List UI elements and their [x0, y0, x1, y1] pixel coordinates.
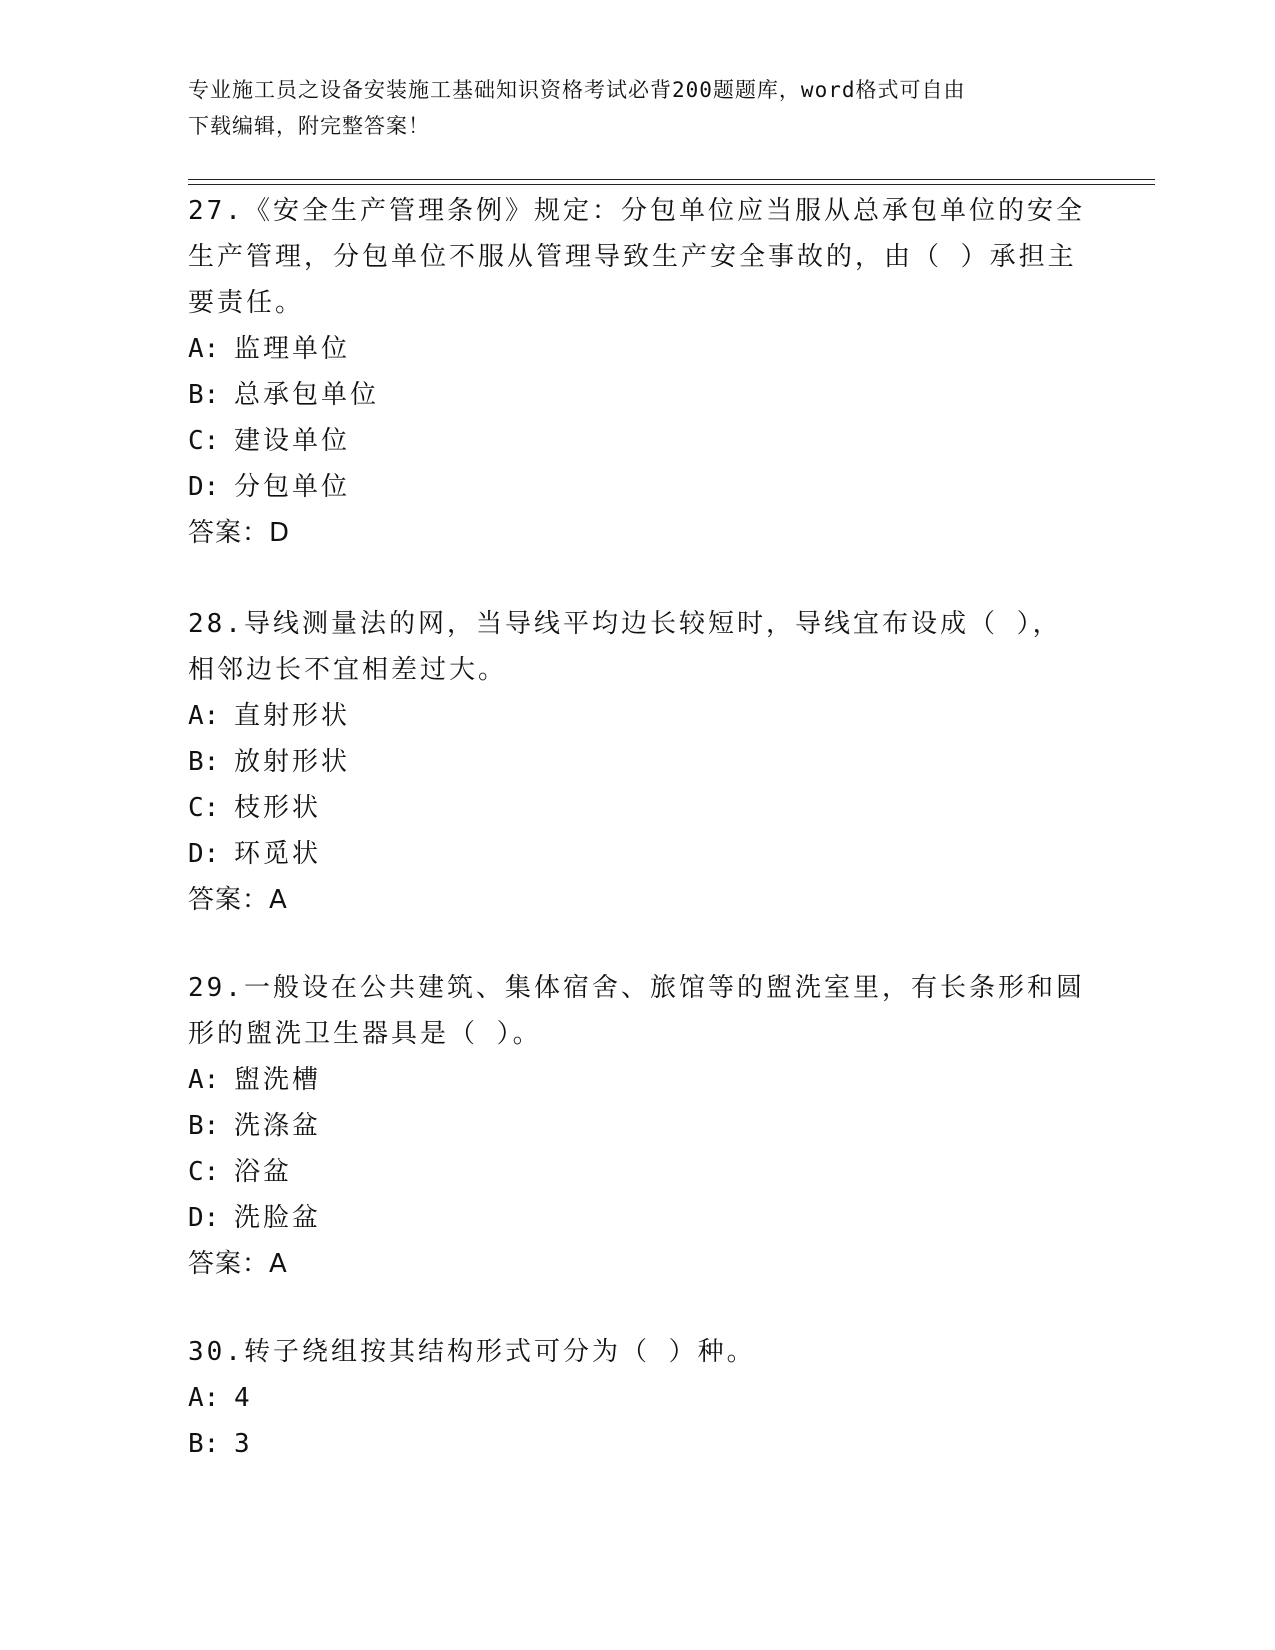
option-text: 盥洗槽: [234, 1065, 322, 1095]
option-c: [188, 1149, 1088, 1195]
stem-line: 27.《安全生产管理条例》规定：分包单位应当服从总承包单位的安全: [188, 196, 1085, 226]
option-d: [188, 1195, 1088, 1241]
stem-line: 29.一般设在公共建筑、集体宿舍、旅馆等的盥洗室里，有长条形和圆: [188, 973, 1085, 1003]
option-text: 总承包单位: [234, 380, 380, 410]
option-b: [188, 372, 1088, 418]
option-label: A:: [188, 1065, 220, 1095]
stem-line: 生产管理，分包单位不服从管理导致生产安全事故的，由（ ）承担主: [188, 242, 1077, 272]
option-label: B:: [188, 1429, 220, 1459]
answer-line: 答案：A: [188, 1249, 288, 1279]
option-text: 枝形状: [234, 793, 322, 823]
stem-line: 28.导线测量法的网，当导线平均边长较短时，导线宜布设成（ ），: [188, 609, 1062, 639]
option-text: 分包单位: [234, 472, 351, 502]
option-a: [188, 1375, 1088, 1421]
option-text: 洗脸盆: [234, 1203, 322, 1233]
stem-line: 要责任。: [188, 288, 305, 318]
option-text: 放射形状: [234, 747, 351, 777]
header-line-2: 下载编辑，附完整答案！: [188, 114, 430, 138]
option-label: C:: [188, 793, 220, 823]
answer-line: 答案：D: [188, 518, 291, 548]
question-29: [188, 965, 1088, 1287]
option-label: C:: [188, 1157, 220, 1187]
header-divider-top: [188, 179, 1155, 180]
option-text: 直射形状: [234, 701, 351, 731]
option-text: 建设单位: [234, 426, 351, 456]
option-text: 监理单位: [234, 334, 351, 364]
option-label: B:: [188, 747, 220, 777]
option-b: [188, 1103, 1088, 1149]
option-text: 4: [234, 1383, 253, 1413]
option-a: [188, 693, 1088, 739]
question-stem: [188, 965, 1088, 1057]
option-c: [188, 785, 1088, 831]
option-text: 3: [234, 1429, 253, 1459]
question-27: [188, 188, 1088, 556]
question-30: [188, 1329, 1088, 1467]
option-label: B:: [188, 1111, 220, 1141]
header-line-1: 专业施工员之设备安装施工基础知识资格考试必背200题题库，word格式可自由: [188, 78, 966, 102]
question-stem: [188, 601, 1088, 693]
option-b: [188, 1421, 1088, 1467]
option-a: [188, 326, 1088, 372]
option-b: [188, 739, 1088, 785]
option-text: 浴盆: [234, 1157, 293, 1187]
option-label: A:: [188, 701, 220, 731]
stem-line: 形的盥洗卫生器具是（ ）。: [188, 1019, 542, 1049]
option-text: 洗涤盆: [234, 1111, 322, 1141]
header-divider-bottom: [188, 184, 1155, 185]
question-28: [188, 601, 1088, 923]
option-label: A:: [188, 334, 220, 364]
option-label: D:: [188, 1203, 220, 1233]
question-stem: [188, 1329, 1088, 1375]
option-label: D:: [188, 472, 220, 502]
option-c: [188, 418, 1088, 464]
option-label: C:: [188, 426, 220, 456]
option-label: B:: [188, 380, 220, 410]
option-d: [188, 464, 1088, 510]
option-label: A:: [188, 1383, 220, 1413]
option-text: 环觅状: [234, 839, 322, 869]
option-a: [188, 1057, 1088, 1103]
stem-line: 相邻边长不宜相差过大。: [188, 655, 508, 685]
stem-line: 30.转子绕组按其结构形式可分为（ ）种。: [188, 1337, 756, 1367]
option-label: D:: [188, 839, 220, 869]
question-stem: [188, 188, 1088, 326]
answer-line: 答案：A: [188, 885, 288, 915]
option-d: [188, 831, 1088, 877]
document-header: [188, 72, 1088, 144]
